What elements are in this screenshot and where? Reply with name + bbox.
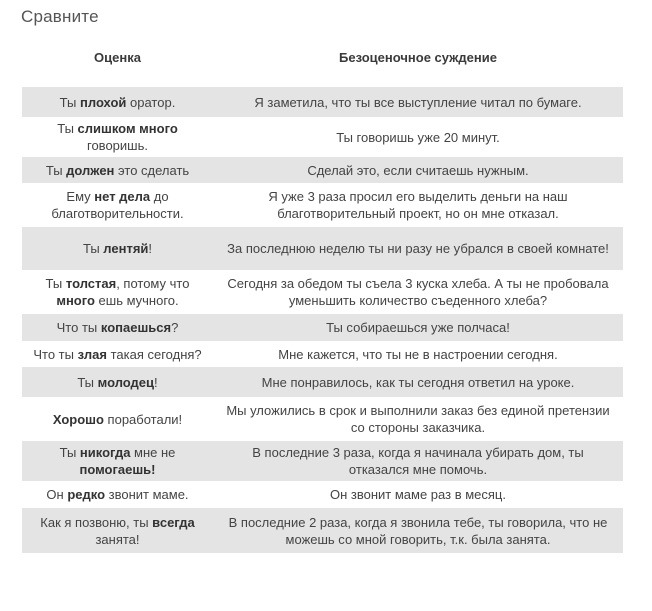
cell-text: оратор.: [126, 94, 176, 110]
table-row: [22, 397, 623, 441]
cell-text: ешь мучного.: [94, 293, 179, 308]
evaluative-word: злая: [77, 346, 107, 362]
table-row: [22, 341, 623, 367]
cell-text: Ты: [82, 241, 104, 256]
non-judgmental-cell: Мне понравилось, как ты сегодня ответил на уроке.: [261, 374, 575, 390]
evaluative-word: копаешься: [100, 320, 172, 335]
cell-text: !: [154, 374, 158, 390]
non-judgmental-cell: В последние 3 раза, когда я начинала убирать дом, ты отказался мне помочь.: [252, 445, 584, 477]
table-row: [22, 117, 623, 157]
evaluation-cell: [22, 514, 213, 548]
cell-text: Ему: [66, 189, 95, 204]
cell-text: это сделать: [114, 162, 190, 178]
non-judgmental-cell: Я уже 3 раза просил его выделить деньги на наш благотворительный проект, но он мне отказал.: [268, 189, 568, 221]
cell-text: говоришь.: [87, 138, 148, 153]
cell-text: Ты: [57, 121, 78, 136]
cell-text: до благотворительности.: [51, 189, 184, 221]
cell-text: мне не: [130, 445, 176, 460]
evaluation-cell: [22, 275, 213, 309]
evaluative-word: помогаешь!: [79, 462, 156, 477]
column-header-evaluation: Оценка: [94, 50, 141, 65]
evaluative-word: молодец: [97, 374, 155, 390]
table-row: [22, 481, 623, 508]
non-judgmental-cell: Сделай это, если считаешь нужным.: [307, 162, 529, 178]
cell-text: Ты: [45, 276, 66, 291]
evaluative-word: редко: [67, 487, 106, 502]
non-judgmental-cell: Ты собираешься уже полчаса!: [326, 320, 510, 335]
non-judgmental-cell: Ты говоришь уже 20 минут.: [336, 129, 500, 145]
cell-text: !: [148, 241, 153, 256]
evaluation-cell: [22, 188, 213, 222]
table-row: [22, 508, 623, 553]
evaluation-cell: [22, 240, 213, 257]
cell-text: Ты: [45, 162, 67, 178]
non-judgmental-cell: Мы уложились в срок и выполнили заказ без единой претензии со стороны заказчика.: [226, 403, 610, 435]
table-row: [22, 314, 623, 341]
non-judgmental-cell: Я заметила, что ты все выступление читал по бумаге.: [254, 94, 582, 110]
evaluation-cell: [22, 486, 213, 503]
evaluation-cell: [22, 94, 213, 111]
evaluation-cell: [22, 319, 213, 336]
table-row: [22, 270, 623, 314]
evaluation-cell: [22, 411, 213, 428]
column-header-non-judgmental: Безоценочное суждение: [339, 50, 497, 65]
cell-text: , потому что: [116, 276, 190, 291]
non-judgmental-cell: Он звонит маме раз в месяц.: [330, 487, 506, 502]
evaluative-word: много: [56, 293, 95, 308]
evaluative-word: нет дела: [94, 189, 151, 204]
cell-text: Что ты: [33, 346, 78, 362]
evaluation-cell: [22, 162, 213, 179]
non-judgmental-cell: Мне кажется, что ты не в настроении сегодня.: [278, 346, 558, 362]
evaluative-word: всегда: [152, 514, 195, 530]
evaluation-cell: [22, 346, 213, 363]
evaluative-word: толстая: [65, 276, 117, 291]
evaluative-word: должен: [66, 162, 115, 178]
cell-text: звонит маме.: [105, 487, 189, 502]
table-row: [22, 183, 623, 227]
non-judgmental-cell: За последнюю неделю ты ни разу не убрался в своей комнате!: [227, 241, 609, 256]
comparison-table: [22, 87, 623, 553]
cell-text: ?: [171, 320, 179, 335]
cell-text: поработали!: [103, 411, 183, 427]
table-row: [22, 87, 623, 117]
table-row: [22, 367, 623, 397]
table-row: [22, 227, 623, 270]
cell-text: Ты: [59, 94, 80, 110]
cell-text: такая сегодня?: [106, 346, 202, 362]
evaluative-word: никогда: [79, 445, 131, 460]
page-title: Сравните: [21, 7, 99, 26]
evaluative-word: Хорошо: [52, 411, 104, 427]
table-row: [22, 441, 623, 481]
cell-text: Он: [46, 487, 68, 502]
table-row: [22, 157, 623, 183]
evaluative-word: плохой: [80, 94, 127, 110]
evaluative-word: лентяй: [103, 241, 149, 256]
evaluative-word: слишком много: [77, 121, 178, 136]
evaluation-cell: [22, 120, 213, 154]
cell-text: Как я позвоню, ты: [40, 514, 153, 530]
evaluation-cell: [22, 444, 213, 478]
cell-text: занята!: [95, 531, 140, 547]
evaluation-cell: [22, 374, 213, 391]
cell-text: Ты: [77, 374, 98, 390]
cell-text: Что ты: [56, 320, 101, 335]
non-judgmental-cell: В последние 2 раза, когда я звонила тебе, ты говорила, что не можешь со мной говорить, т.к. была занята.: [228, 514, 608, 547]
cell-text: Ты: [59, 445, 80, 460]
non-judgmental-cell: Сегодня за обедом ты съела 3 куска хлеба. А ты не пробовала уменьшить количество съеденного хлеба?: [227, 276, 609, 308]
